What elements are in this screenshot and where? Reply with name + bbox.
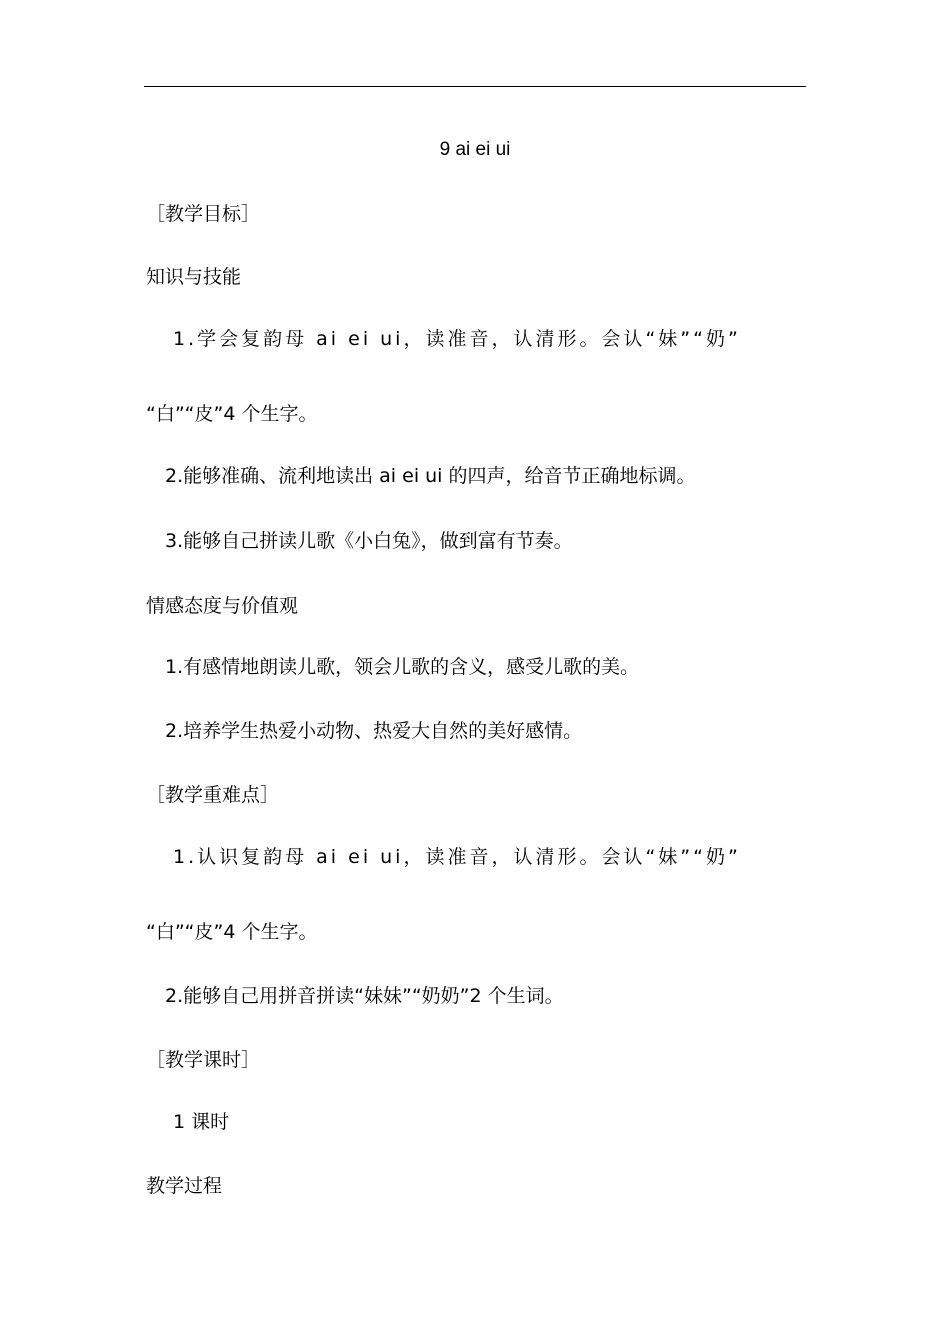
knowledge-heading: 知识与技能 xyxy=(146,266,242,288)
emotion-item-2: 2.培养学生热爱小动物、热爱大自然的美好感情。 xyxy=(165,720,583,742)
knowledge-item-2: 2.能够准确、流利地读出 ai ei ui 的四声，给音节正确地标调。 xyxy=(165,465,696,487)
periods-value: 1 课时 xyxy=(173,1111,230,1133)
knowledge-item-1-line-1: 1.学会复韵母 ai ei ui，读准音，认清形。会认“妹”“奶” xyxy=(173,328,741,350)
process-heading: 教学过程 xyxy=(146,1175,223,1197)
key-points-heading: ［教学重难点］ xyxy=(146,784,280,806)
lesson-title: 9 ai ei ui xyxy=(439,139,511,160)
emotion-heading: 情感态度与价值观 xyxy=(146,595,299,617)
key-item-1-line-2: “白”“皮”4 个生字。 xyxy=(146,921,318,943)
key-item-2: 2.能够自己用拼音拼读“妹妹”“奶奶”2 个生词。 xyxy=(165,985,564,1007)
periods-heading: ［教学课时］ xyxy=(146,1049,261,1071)
emotion-item-1: 1.有感情地朗读儿歌，领会儿歌的含义，感受儿歌的美。 xyxy=(165,656,640,678)
objectives-heading: ［教学目标］ xyxy=(146,203,261,225)
key-item-1-line-1: 1.认识复韵母 ai ei ui，读准音，认清形。会认“妹”“奶” xyxy=(173,846,741,868)
knowledge-item-1-line-2: “白”“皮”4 个生字。 xyxy=(146,403,318,425)
header-rule xyxy=(144,86,806,87)
knowledge-item-3: 3.能够自己拼读儿歌《小白兔》，做到富有节奏。 xyxy=(165,530,573,552)
